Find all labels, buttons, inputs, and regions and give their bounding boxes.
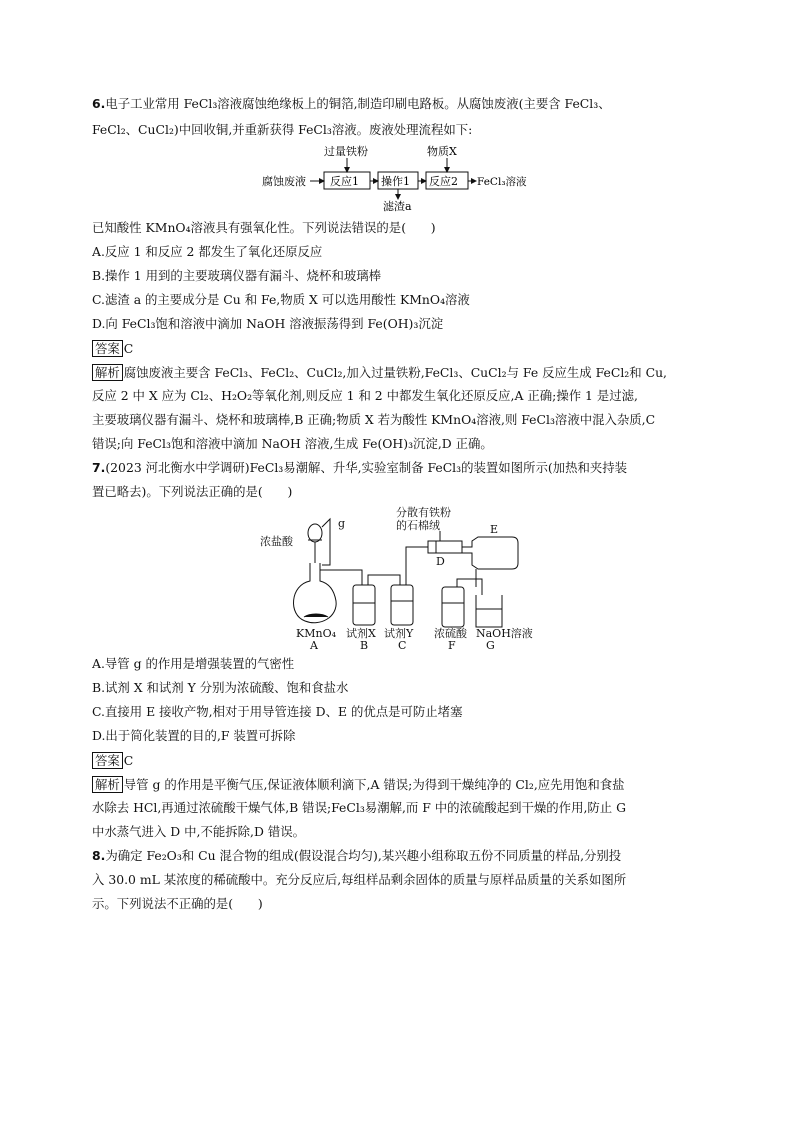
q6-known: 已知酸性 KMnO₄溶液具有强氧化性。下列说法错误的是( ) [92,220,436,235]
q7-analysis-text-1: 导管 g 的作用是平衡气压,保证液体顺利滴下,A 错误;为得到干燥纯净的 Cl₂,应先用饱和食盐 [123,777,625,792]
q8-stem-line-3: 示。下列说法不正确的是( ) [92,896,263,911]
label-naoh: NaOH溶液 [476,627,533,640]
label-A: A [310,639,318,650]
label-asbestos-1: 分散有铁粉 [396,506,451,519]
q6-analysis-text-1: 腐蚀废液主要含 FeCl₃、FeCl₂、CuCl₂,加入过量铁粉,FeCl₃、CuCl₂与 Fe 反应生成 FeCl₂和 Cu, [123,365,667,380]
label-acid: 浓盐酸 [260,535,293,548]
q6-analysis-line-3: 主要玻璃仪器有漏斗、烧杯和玻璃棒,B 正确;物质 X 若为酸性 KMnO₄溶液,则 FeCl₃溶液中混入杂质,C [92,412,656,427]
flow-input-label: 腐蚀废液 [262,175,306,188]
q6-analysis-tag: 解析 [92,364,123,381]
q7-apparatus-diagram [250,505,540,650]
q7-option-a: A.导管 g 的作用是增强装置的气密性 [92,656,295,671]
q7-stem-line-2: 置已略去)。下列说法正确的是( ) [92,484,293,499]
q6-option-a: A.反应 1 和反应 2 都发生了氧化还原反应 [92,244,323,259]
label-reagent-y: 试剂Y [384,627,414,640]
q7-stem-text-1: (2023 河北衡水中学调研)FeCl₃易潮解、升华,实验室制备 FeCl₃的装置如图所示(加热和夹持装 [105,460,628,475]
q7-option-d: D.出于简化装置的目的,F 装置可拆除 [92,728,296,743]
flow-box1-label: 反应1 [330,175,359,188]
q7-answer-tag: 答案 [92,752,123,769]
q7-number: 7. [92,460,106,475]
flow-output-label: FeCl₃溶液 [477,176,527,188]
label-g: g [338,517,346,530]
q6-option-b: B.操作 1 用到的主要玻璃仪器有漏斗、烧杯和玻璃棒 [92,268,382,283]
label-B: B [360,639,369,650]
flow-box2-label: 操作1 [381,175,410,188]
q8-stem-line-2: 入 30.0 mL 某浓度的稀硫酸中。充分反应后,每组样品剩余固体的质量与原样品质量的关系如图所 [92,872,627,887]
label-reagent-x: 试剂X [346,627,376,640]
q7-option-b: B.试剂 X 和试剂 Y 分别为浓硫酸、饱和食盐水 [92,680,349,695]
q6-stem-line-1 [92,96,716,112]
q6-answer-tag: 答案 [92,340,123,357]
label-kmno4: KMnO₄ [296,627,336,640]
q8-stem-line-1 [92,848,716,864]
q6-stem-text-1: 电子工业常用 FeCl₃溶液腐蚀绝缘板上的铜箔,制造印刷电路板。从腐蚀废液(主要含 FeCl₃、 [105,96,611,111]
q7-analysis-line-2: 水除去 HCl,再通过浓硫酸干燥气体,B 错误;FeCl₃易潮解,而 F 中的浓硫酸起到干燥的作用,防止 G [92,800,627,815]
q7-stem-line-1 [92,460,716,476]
flow-bottom2-label: 滤渣a [383,200,412,213]
label-h2so4: 浓硫酸 [434,627,467,640]
q6-number: 6. [92,96,106,111]
q6-flow-diagram [262,143,542,213]
q7-analysis-tag: 解析 [92,776,123,793]
flow-top3-label: 物质X [427,145,457,158]
label-D: D [436,555,445,568]
flow-top1-label: 过量铁粉 [324,145,368,158]
q8-number: 8. [92,848,106,863]
label-F: F [448,639,456,650]
q6-analysis-line-1 [92,364,716,381]
flow-box3-label: 反应2 [429,175,458,188]
q7-analysis-line-3: 中水蒸气进入 D 中,不能拆除,D 错误。 [92,824,306,839]
q6-answer-line [92,340,716,357]
label-C: C [398,639,407,650]
label-asbestos-2: 的石棉绒 [396,519,440,532]
q7-answer-line [92,752,716,769]
q6-option-c: C.滤渣 a 的主要成分是 Cu 和 Fe,物质 X 可以选用酸性 KMnO₄溶液 [92,292,470,307]
q8-stem-text-1: 为确定 Fe₂O₃和 Cu 混合物的组成(假设混合均匀),某兴趣小组称取五份不同质量的样品,分别投 [105,848,622,863]
label-G: G [486,639,495,650]
q7-option-c: C.直接用 E 接收产物,相对于用导管连接 D、E 的优点是可防止堵塞 [92,704,463,719]
q6-option-d: D.向 FeCl₃饱和溶液中滴加 NaOH 溶液振荡得到 Fe(OH)₃沉淀 [92,316,444,331]
q6-analysis-line-4: 错误;向 FeCl₃饱和溶液中滴加 NaOH 溶液,生成 Fe(OH)₃沉淀,D 正确。 [92,436,493,451]
q6-stem-line-2: FeCl₂、CuCl₂)中回收铜,并重新获得 FeCl₃溶液。废液处理流程如下: [92,122,473,137]
q6-answer-value: C [123,341,134,356]
label-E: E [490,523,499,536]
q7-analysis-line-1 [92,776,716,793]
q6-analysis-line-2: 反应 2 中 X 应为 Cl₂、H₂O₂等氧化剂,则反应 1 和 2 中都发生氧化还原反应,A 正确;操作 1 是过滤, [92,388,638,403]
q7-answer-value: C [123,753,134,768]
